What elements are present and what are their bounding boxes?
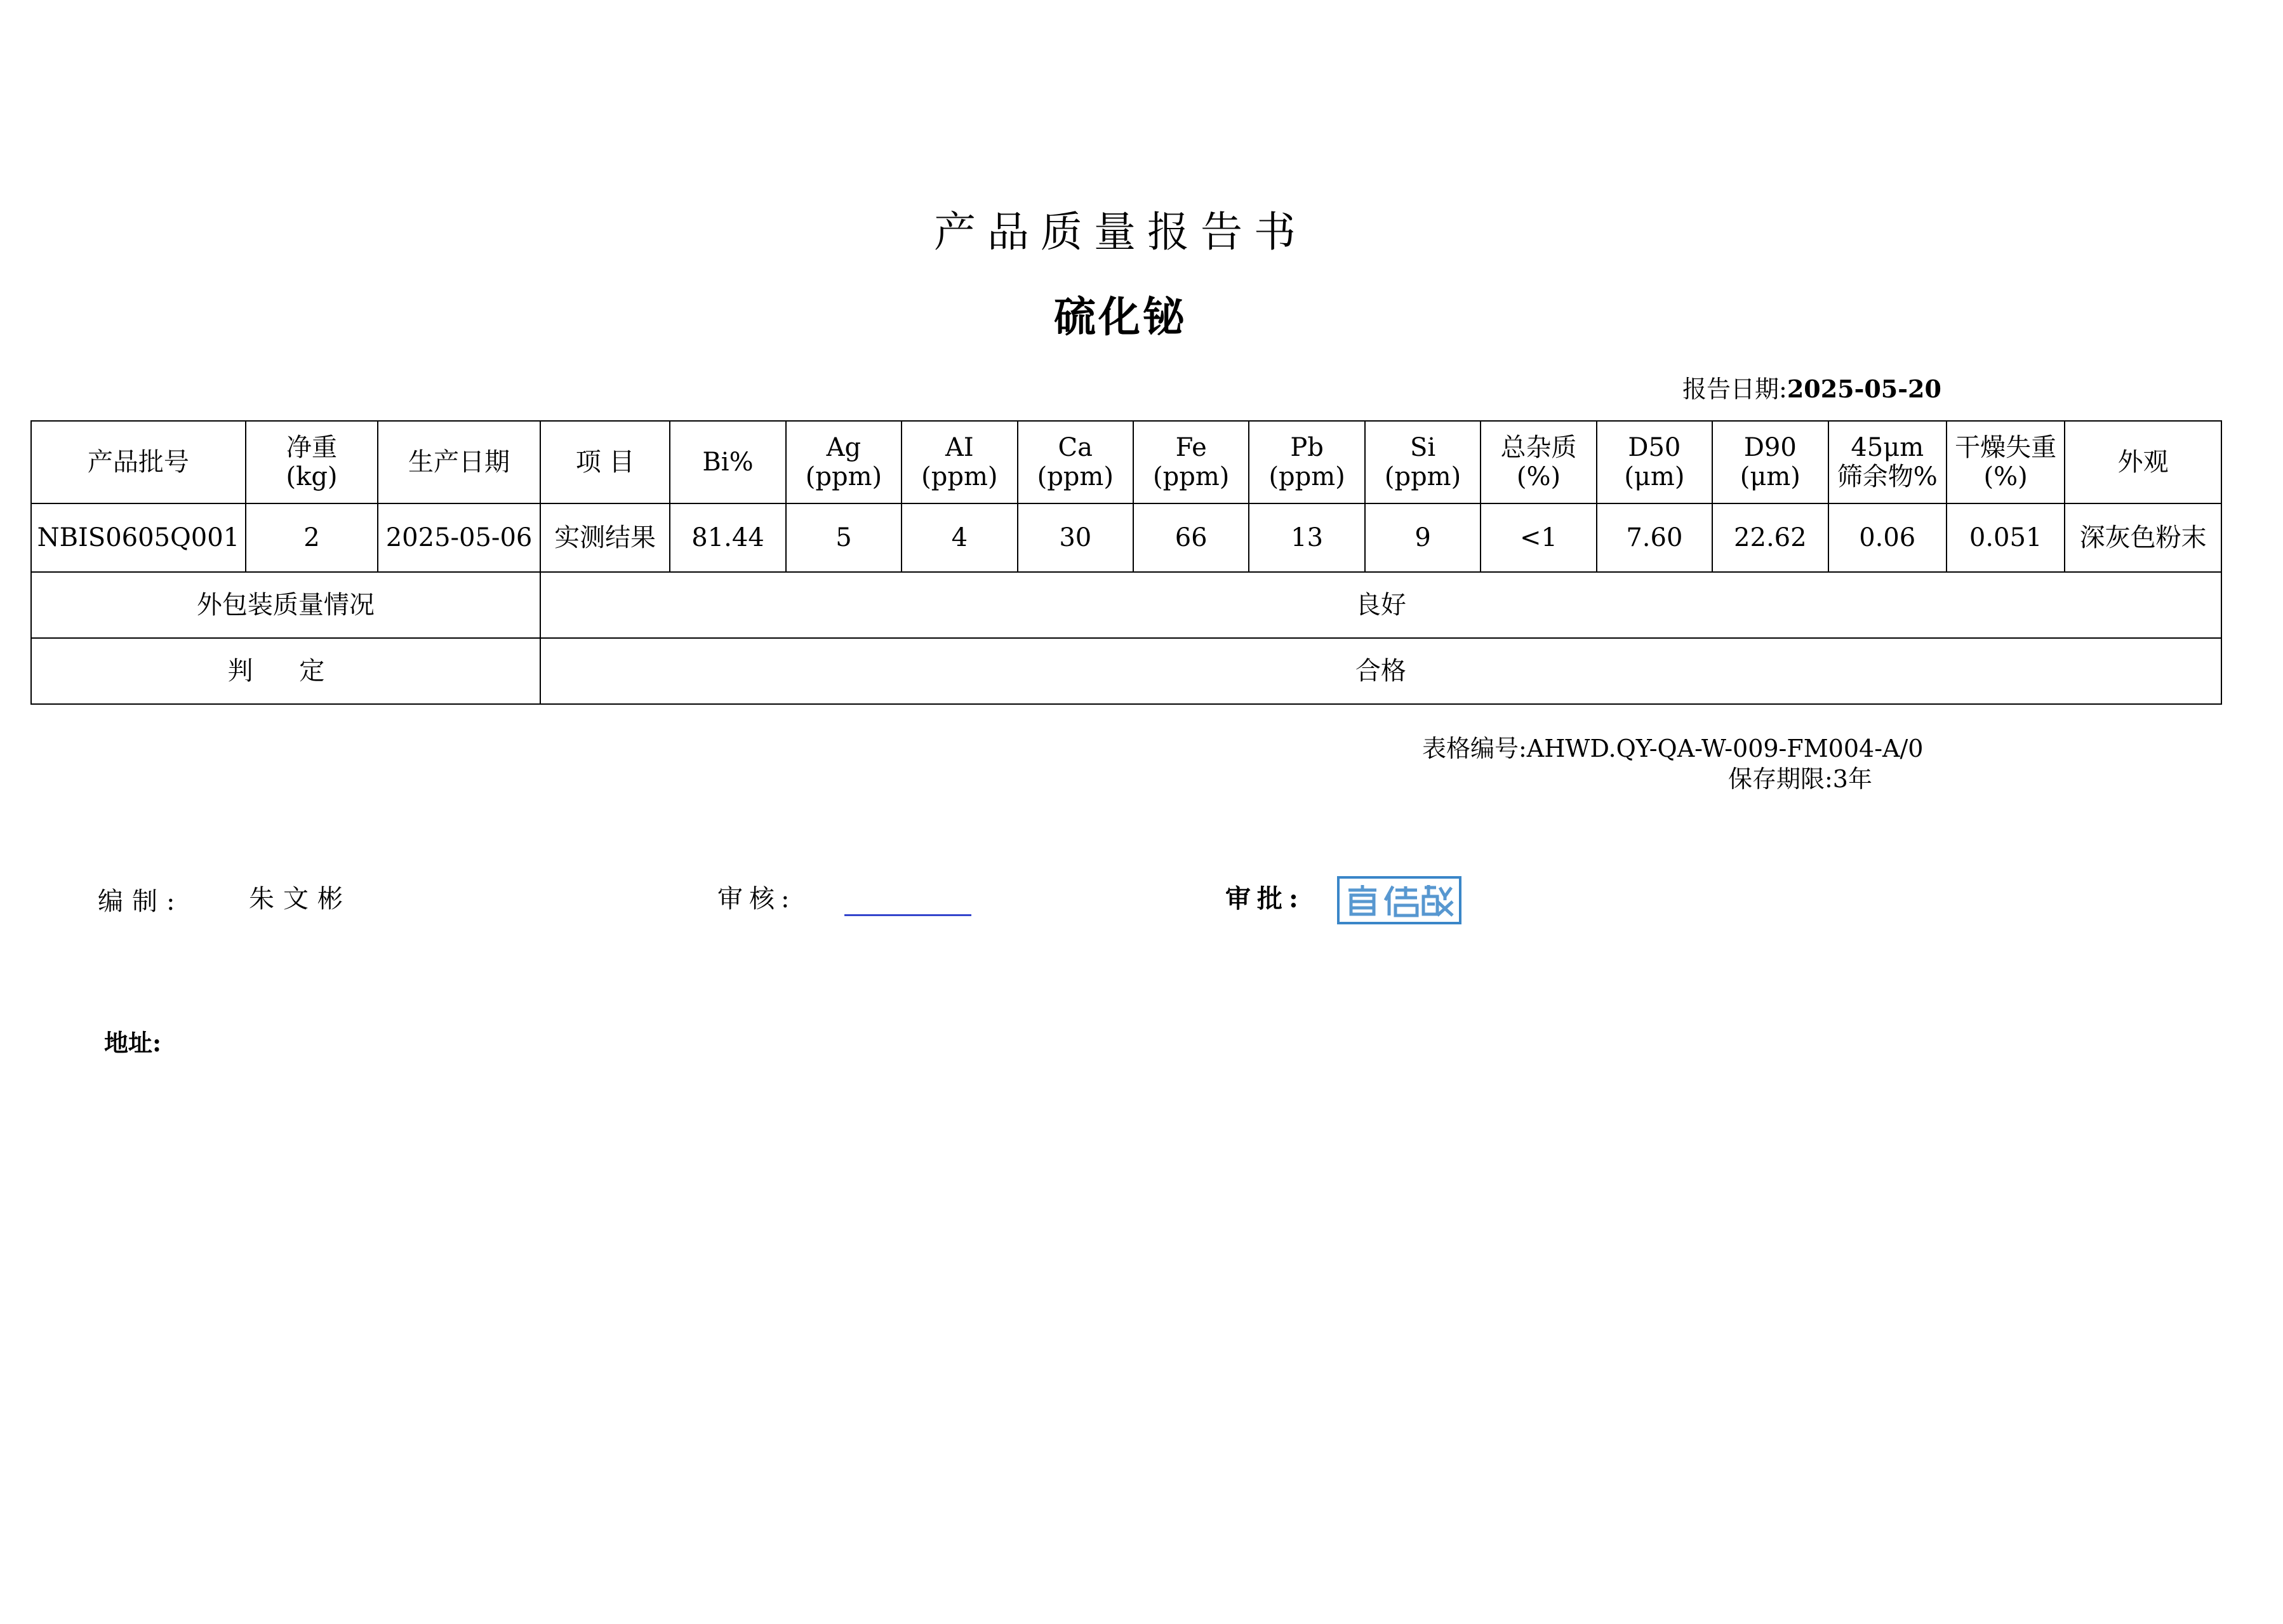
judgement-label: 判 定 [31,638,540,704]
column-header [378,421,540,503]
column-header-unit: (ppm) [805,462,882,491]
column-header-label: 生产日期 [408,448,510,477]
packaging-label: 外包装质量情况 [31,572,540,638]
packaging-row [31,572,2221,638]
column-header [1133,421,1249,503]
column-header-unit: 筛余物% [1837,462,1938,491]
table-cell: 9 [1365,503,1481,572]
table-header-row [31,421,2221,503]
column-header [786,421,902,503]
column-header [31,421,246,503]
column-header [246,421,378,503]
column-header [1947,421,2065,503]
column-header-unit: (μm) [1740,462,1800,491]
table-cell: 13 [1249,503,1364,572]
reviewed-by-label: 审核: [717,884,796,914]
column-header-label: 外观 [2117,448,2169,477]
approval-stamp [1337,876,1461,924]
column-header [2065,421,2221,503]
approved-by-label: 审批: [1225,884,1305,914]
column-header-label: Ag [826,433,862,462]
table-cell: 0.06 [1828,503,1947,572]
column-header [1249,421,1364,503]
column-header-unit: (kg) [286,462,338,491]
column-header-label: Pb [1290,433,1324,462]
column-header-unit: (μm) [1624,462,1685,491]
column-header-label: 45μm [1851,433,1924,462]
quality-report-table [30,420,2222,705]
table-cell: 81.44 [670,503,785,572]
table-cell: NBIS0605Q001 [31,503,246,572]
product-name: 硫化铋 [1054,292,1187,342]
column-header [1365,421,1481,503]
column-header-label: Si [1409,433,1436,462]
review-signature-line [844,914,971,916]
column-header [1828,421,1947,503]
packaging-value: 良好 [540,572,2221,638]
table-cell: 4 [902,503,1017,572]
column-header-label: Bi% [702,448,754,477]
column-header-label: Ca [1058,433,1093,462]
table-cell: 5 [786,503,902,572]
column-header [1481,421,1596,503]
column-header-label: 产品批号 [87,448,189,477]
column-header-unit: (ppm) [1037,462,1114,491]
table-cell: 2 [246,503,378,572]
table-cell: 7.60 [1597,503,1712,572]
table-row [31,503,2221,572]
table-cell: 30 [1018,503,1133,572]
column-header [540,421,670,503]
table-cell: <1 [1481,503,1596,572]
table-cell: 0.051 [1947,503,2065,572]
column-header-label: 干燥失重 [1955,433,2057,462]
judgement-value: 合格 [540,638,2221,704]
document-title: 产品质量报告书 [934,208,1307,256]
column-header-label: 项 目 [575,448,635,477]
compiled-by-label: 编制: [98,887,184,916]
judgement-row [31,638,2221,704]
column-header [1018,421,1133,503]
column-header-label: D90 [1743,433,1797,462]
column-header-label: 净重 [286,433,338,462]
column-header-unit: (%) [1983,462,2028,491]
table-cell: 66 [1133,503,1249,572]
form-number: 表格编号:AHWD.QY-QA-W-009-FM004-A/0 [1422,735,1924,762]
report-date-value: 2025-05-20 [1787,375,1941,403]
column-header-unit: (ppm) [1153,462,1230,491]
column-header-label: Fe [1175,433,1207,462]
table-cell: 实测结果 [540,503,670,572]
column-header [1597,421,1712,503]
column-header-label: AI [945,433,974,462]
report-date [1682,369,1941,404]
address-label: 地址: [104,1028,162,1057]
column-header-unit: (ppm) [1384,462,1461,491]
column-header-label: 总杂质 [1500,433,1577,462]
column-header-unit: (%) [1516,462,1561,491]
stamp-signature-icon [1342,881,1456,919]
column-header-label: D50 [1628,433,1681,462]
table-cell: 2025-05-06 [378,503,540,572]
column-header [670,421,785,503]
column-header-unit: (ppm) [921,462,998,491]
report-date-label: 报告日期: [1682,375,1787,403]
retention-period: 保存期限:3年 [1728,765,1872,793]
table-cell: 22.62 [1712,503,1828,572]
column-header [902,421,1017,503]
compiled-by-name: 朱文彬 [249,884,352,914]
column-header-unit: (ppm) [1268,462,1345,491]
column-header [1712,421,1828,503]
table-cell: 深灰色粉末 [2065,503,2221,572]
